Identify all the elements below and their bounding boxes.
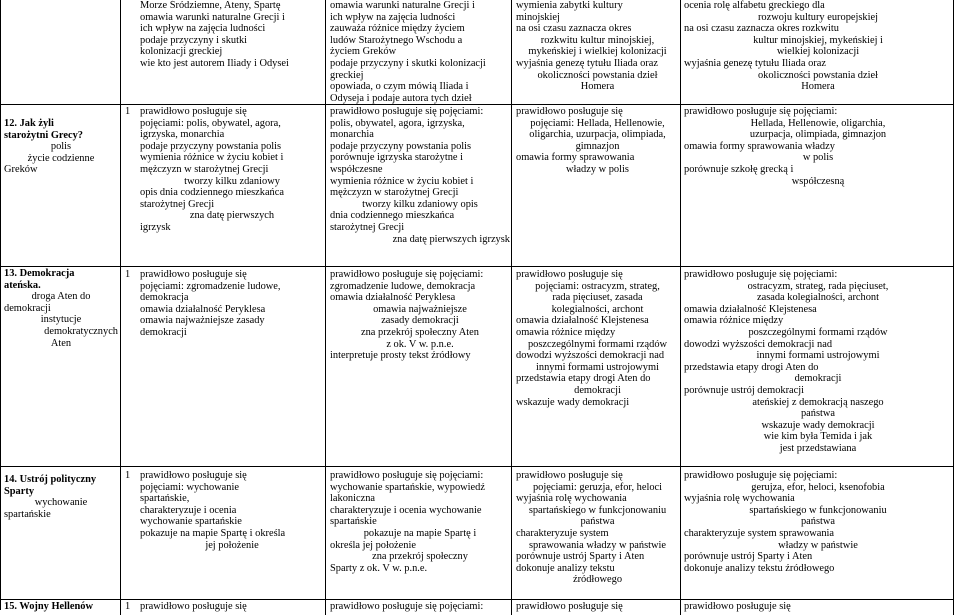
requirement-item: opowiada, o czym mówią Iliada i xyxy=(330,81,469,93)
requirement-item: zgromadzenie ludowe, demokracja xyxy=(330,280,476,292)
requirement-item: dnia codziennego mieszkańca xyxy=(330,210,455,222)
requirement-item: wychowanie spartańskie xyxy=(140,516,242,528)
requirement-item: pojęciami: wychowanie xyxy=(140,481,239,493)
requirement-item: rada pięciuset, zasada xyxy=(552,292,643,304)
topic-14-title: Sparty xyxy=(4,485,35,497)
requirement-item: igrzyska, monarchia xyxy=(140,129,225,141)
requirement-item: wskazuje wady demokracji xyxy=(761,419,875,431)
requirement-item: prawidłowo posługuje się xyxy=(140,470,247,481)
requirement-item: innymi formami ustrojowymi xyxy=(536,361,659,373)
requirement-item: zna przekrój społeczny xyxy=(372,551,468,563)
topic-12 xyxy=(4,118,118,176)
requirement-item: tworzy kilku zdaniowy xyxy=(184,175,280,187)
requirement-item: prawidłowo posługuje się xyxy=(516,470,623,481)
requirement-item: podaje przyczyny i skutki xyxy=(140,34,248,46)
requirement-item: starożytnej Grecji xyxy=(330,221,405,233)
requirements-col3-row12 xyxy=(330,106,510,245)
requirement-item: spartańskiego w funkcjonowaniu xyxy=(749,504,887,516)
requirement-item: wie kim była Temida i jak xyxy=(763,431,873,443)
requirement-item: wyjaśnia rolę wychowania xyxy=(684,493,795,505)
hours-row-13: 1 xyxy=(125,269,131,280)
requirement-item: państwa xyxy=(800,408,836,420)
topic-13-subtopic: demokratycznych xyxy=(44,325,118,337)
requirement-item: kultur minojskiej, mykeńskiej i xyxy=(753,34,883,46)
requirement-item: charakteryzuje i ocenia wychowanie xyxy=(330,504,482,516)
requirements-col5-row12 xyxy=(684,106,952,187)
requirement-item: charakteryzuje i ocenia xyxy=(140,504,237,516)
requirement-item: monarchia xyxy=(330,129,374,141)
requirement-item: oligarchia, uzurpacja, olimpiada, xyxy=(529,129,666,141)
requirement-item: omawia warunki naturalne Grecji i xyxy=(330,0,475,11)
requirement-item: jest przedstawiana xyxy=(779,442,857,454)
requirement-item: gimnazjon xyxy=(575,140,620,152)
requirement-item: prawidłowo posługuje się pojęciami: xyxy=(330,601,484,612)
requirement-item: prawidłowo posługuje się xyxy=(140,601,247,612)
requirement-item: prawidłowo posługuje się xyxy=(684,601,791,612)
requirement-item: rozwoju kultury europejskiej xyxy=(757,11,879,23)
requirement-item: państwa xyxy=(580,516,615,528)
hours-row-15: 1 xyxy=(125,601,131,612)
requirement-item: zasada kolegialności, archont xyxy=(756,292,880,304)
requirement-item: wielkiej kolonizacji xyxy=(776,46,860,58)
requirement-item: omawia najważniejsze zasady xyxy=(140,315,265,327)
requirement-item: omawia formy sprawowania władzy xyxy=(684,140,835,152)
requirement-item: greckiej xyxy=(330,69,364,81)
requirement-item: omawia działalność Peryklesa xyxy=(140,303,266,315)
row-divider-13 xyxy=(0,266,954,267)
requirements-col4-row11 xyxy=(516,0,679,93)
requirements-col3-row11 xyxy=(330,0,510,104)
requirement-item: mężczyzn w starożytnej Grecji xyxy=(330,187,459,199)
requirement-item: wyjaśnia rolę wychowania xyxy=(516,493,627,505)
requirements-col3-row15 xyxy=(330,601,510,613)
requirements-col3-row13 xyxy=(330,269,510,362)
requirement-item: określa jej położenie xyxy=(330,539,416,551)
row-divider-14 xyxy=(0,466,954,467)
requirement-item: Morze Śródziemne, Ateny, Spartę xyxy=(140,0,281,11)
requirements-col5-row14 xyxy=(684,470,952,574)
requirements-col2-row12 xyxy=(140,106,324,234)
requirement-item: porównuje szkołę grecką i xyxy=(684,163,794,175)
requirement-item: interpretuje prosty tekst źródłowy xyxy=(330,350,471,362)
requirement-item: wie kto jest autorem Iliady i Odysei xyxy=(140,57,289,69)
requirements-col5-row15 xyxy=(684,601,952,613)
topic-13 xyxy=(4,268,118,349)
requirement-item: prawidłowo posługuje się pojęciami: xyxy=(330,269,484,280)
requirement-item: prawidłowo posługuje się pojęciami: xyxy=(684,106,838,117)
requirement-item: porównuje ustrój Sparty i Aten xyxy=(684,551,813,563)
requirement-item: ich wpływ na zajęcia ludności xyxy=(330,11,456,23)
requirement-item: polis, obywatel, agora, igrzyska, xyxy=(330,117,465,129)
requirement-item: omawia działalność Peryklesa xyxy=(330,292,456,304)
requirement-item: pojęciami: geruzja, efor, heloci xyxy=(532,481,663,493)
requirement-item: lakoniczna xyxy=(330,493,376,505)
requirement-item: jej położenie xyxy=(205,539,259,551)
hours-row-14: 1 xyxy=(125,470,131,481)
requirement-item: współczesne xyxy=(330,163,383,175)
requirement-item: prawidłowo posługuje się xyxy=(516,106,623,117)
requirement-item: mężczyzn w starożytnej Grecji xyxy=(140,163,269,175)
requirement-item: Homera xyxy=(580,81,615,93)
requirement-item: wychowanie spartańskie, wypowiedź xyxy=(330,481,485,493)
requirement-item: Homera xyxy=(801,81,835,93)
requirement-item: zasady demokracji xyxy=(381,315,459,327)
requirement-item: spartańskie, xyxy=(140,493,190,505)
row-divider-15 xyxy=(0,599,954,600)
requirements-col5-row13 xyxy=(684,269,952,455)
requirement-item: ludów Starożytnego Wschodu a xyxy=(330,34,463,46)
table-border-col3 xyxy=(325,0,326,615)
requirement-item: ocenia rolę alfabetu greckiego dla xyxy=(684,0,825,11)
requirements-col3-row14 xyxy=(330,470,510,574)
requirement-item: mykeńskiej i wielkiej kolonizacji xyxy=(528,46,667,58)
requirement-item: demokracja xyxy=(140,292,189,304)
requirement-item: pojęciami: ostracyzm, strateg, xyxy=(535,280,660,292)
requirement-item: gerujza, efor, heloci, ksenofobia xyxy=(751,481,885,493)
requirement-item: przedstawia etapy drogi Aten do xyxy=(684,361,819,373)
topic-14-subtopic: spartańskie xyxy=(4,508,51,520)
requirements-col5-row11 xyxy=(684,0,952,93)
topic-13-title: 13. Demokracja xyxy=(4,268,75,279)
topic-13-title: ateńska. xyxy=(4,279,41,291)
requirement-item: w polis xyxy=(802,152,834,164)
table-border-right xyxy=(953,0,954,615)
topic-13-subtopic: Aten xyxy=(50,337,72,349)
topic-14 xyxy=(4,474,118,520)
requirement-item: Hellada, Hellenowie, oligarchia, xyxy=(750,117,886,129)
requirement-item: życiem Greków xyxy=(330,46,397,58)
requirement-item: pojęciami: Hellada, Hellenowie, xyxy=(530,117,665,129)
requirement-item: prawidłowo posługuje się xyxy=(516,269,623,280)
topic-15 xyxy=(4,601,122,613)
topic-14-title: 14. Ustrój polityczny xyxy=(4,474,97,485)
requirement-item: wskazuje wady demokracji xyxy=(516,396,630,408)
topic-12-subtopic: Greków xyxy=(4,164,38,176)
requirement-item: wyjaśnia genezę tytułu Iliada oraz xyxy=(516,57,658,69)
requirements-col4-row12 xyxy=(516,106,679,176)
requirement-item: podaje przyczyny powstania polis xyxy=(330,140,472,152)
requirement-item: tworzy kilku zdaniowy opis xyxy=(362,198,478,210)
requirement-item: charakteryzuje system sprawowania xyxy=(684,527,835,539)
requirement-item: zauważa różnice między życiem xyxy=(330,23,465,35)
requirement-item: igrzysk xyxy=(140,221,171,233)
requirement-item: podaje przyczyny powstania polis xyxy=(140,140,282,152)
topic-13-subtopic: demokracji xyxy=(4,302,51,314)
requirement-item: dokonuje analizy tekstu źródłowego xyxy=(684,562,835,574)
requirement-item: na osi czasu zaznacza okres xyxy=(516,23,632,35)
requirement-item: władzy w polis xyxy=(566,163,629,175)
requirement-item: zna datę pierwszych xyxy=(189,210,275,222)
requirement-item: zna przekrój społeczny Aten xyxy=(360,326,479,338)
requirement-item: rozkwitu kultur minojskiej, xyxy=(540,34,655,46)
topic-12-title: starożytni Grecy? xyxy=(4,129,83,141)
requirement-item: porównuje ustrój demokracji xyxy=(684,384,805,396)
requirement-item: okoliczności powstania dzieł xyxy=(757,69,879,81)
requirement-item: poszczególnymi formami rządów xyxy=(527,338,668,350)
requirement-item: wyjaśnia genezę tytułu Iliada oraz xyxy=(684,57,826,69)
table-border-left xyxy=(0,0,1,610)
requirement-item: dokonuje analizy tekstu xyxy=(516,562,615,574)
requirement-item: pokazuje na mapie Spartę i określa xyxy=(140,527,286,539)
requirement-item: porównuje ustrój Sparty i Aten xyxy=(516,551,645,563)
requirement-item: pojęciami: zgromadzenie ludowe, xyxy=(140,280,281,292)
requirement-item: dowodzi wyższości demokracji nad xyxy=(516,350,665,362)
requirement-item: z ok. V w. p.n.e. xyxy=(386,338,454,350)
requirement-item: wymienia różnice w życiu kobiet i xyxy=(330,175,474,187)
requirement-item: Sparty z ok. V w. p.n.e. xyxy=(330,562,428,574)
requirement-item: źródłowego xyxy=(572,574,623,586)
requirement-item: opis dnia codziennego mieszkańca xyxy=(140,187,284,199)
requirement-item: wymienia różnice w życiu kobiet i xyxy=(140,152,284,164)
requirement-item: charakteryzuje system xyxy=(516,527,609,539)
requirement-item: zna datę pierwszych igrzysk xyxy=(392,233,510,245)
requirement-item: władzy w państwie xyxy=(778,539,858,551)
requirement-item: sprawowania władzy w państwie xyxy=(528,539,667,551)
requirement-item: porównuje igrzyska starożytne i xyxy=(330,152,464,164)
requirement-item: dowodzi wyższości demokracji nad xyxy=(684,338,833,350)
requirement-item: poszczególnymi formami rządów xyxy=(748,326,888,338)
topic-15-title: 15. Wojny Hellenów xyxy=(4,601,93,612)
requirement-item: omawia różnice między xyxy=(684,315,784,327)
requirement-item: kolegialności, archont xyxy=(551,303,644,315)
topic-14-subtopic: wychowanie xyxy=(34,497,88,509)
requirement-item: wymienia zabytki kultury xyxy=(516,0,623,11)
requirement-item: demokracji xyxy=(794,373,842,385)
requirements-col2-row13 xyxy=(140,269,324,339)
requirement-item: prawidłowo posługuje się pojęciami: xyxy=(684,269,838,280)
requirement-item: państwa xyxy=(800,516,836,528)
requirement-item: okoliczności powstania dzieł xyxy=(537,69,658,81)
requirement-item: omawia formy sprawowania xyxy=(516,152,635,164)
requirement-item: prawidłowo posługuje się pojęciami: xyxy=(330,106,484,117)
requirement-item: starożytnej Grecji xyxy=(140,198,215,210)
topic-12-title: 12. Jak żyli xyxy=(4,118,54,129)
hours-row-12: 1 xyxy=(125,106,131,117)
requirements-col4-row14 xyxy=(516,470,679,586)
requirement-item: omawia warunki naturalne Grecji i xyxy=(140,11,285,23)
requirements-col2-row11 xyxy=(140,0,324,70)
requirement-item: ateńskiej z demokracją naszego xyxy=(752,396,884,408)
requirement-item: prawidłowo posługuje się pojęciami: xyxy=(330,470,484,481)
requirement-item: spartańskie xyxy=(330,516,377,528)
requirement-item: uzurpacja, olimpiada, gimnazjon xyxy=(749,129,887,141)
requirement-item: ich wpływ na zajęcia ludności xyxy=(140,23,266,35)
requirement-item: omawia działalność Klejstenesa xyxy=(516,315,649,327)
requirements-col4-row13 xyxy=(516,269,679,408)
table-border-col5 xyxy=(680,0,681,615)
topic-13-subtopic: droga Aten do xyxy=(31,291,91,303)
requirement-item: demokracji xyxy=(140,326,187,338)
requirements-col2-row15 xyxy=(140,601,324,613)
requirements-col4-row15 xyxy=(516,601,679,613)
topic-13-subtopic: instytucje xyxy=(40,314,82,326)
requirement-item: pokazuje na mapie Spartę i xyxy=(363,527,477,539)
table-border-col2 xyxy=(120,0,121,615)
table-border-col4 xyxy=(511,0,512,615)
requirement-item: omawia najważniejsze xyxy=(373,303,467,315)
requirement-item: współczesną xyxy=(791,175,845,187)
requirement-item: podaje przyczyny i skutki kolonizacji xyxy=(330,57,486,69)
requirement-item: prawidłowo posługuje się xyxy=(516,601,623,612)
requirement-item: omawia działalność Klejstenesa xyxy=(684,303,817,315)
requirement-item: prawidłowo posługuje się xyxy=(140,269,247,280)
requirement-item: minojskiej xyxy=(516,11,560,23)
requirement-item: przedstawia etapy drogi Aten do xyxy=(516,373,651,385)
requirement-item: pojęciami: polis, obywatel, agora, xyxy=(140,117,281,129)
topic-12-subtopic: polis xyxy=(50,141,72,153)
requirement-item: spartańskiego w funkcjonowaniu xyxy=(528,504,667,516)
requirement-item: innymi formami ustrojowymi xyxy=(756,350,880,362)
requirement-item: prawidłowo posługuje się pojęciami: xyxy=(684,470,838,481)
requirement-item: prawidłowo posługuje się xyxy=(140,106,247,117)
requirement-item: Odyseja i podaje autora tych dzieł xyxy=(330,92,472,104)
requirements-col2-row14 xyxy=(140,470,324,551)
requirement-item: kolonizacji greckiej xyxy=(140,46,223,58)
requirement-item: ostracyzm, strateg, rada pięciuset, xyxy=(747,280,889,292)
topic-12-subtopic: życie codzienne xyxy=(27,152,95,164)
requirement-item: demokracji xyxy=(574,384,621,396)
requirement-item: na osi czasu zaznacza okres rozkwitu xyxy=(684,23,839,35)
requirement-item: omawia różnice między xyxy=(516,326,616,338)
